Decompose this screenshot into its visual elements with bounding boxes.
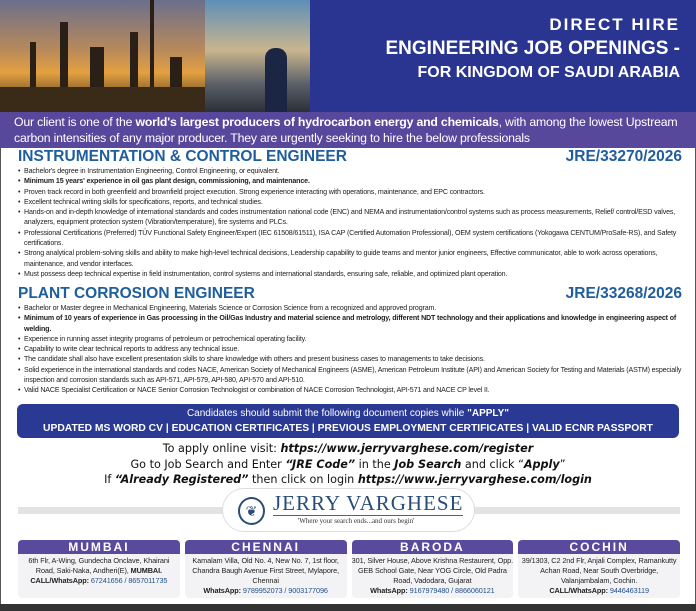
office-address: 301, Silver House, Above Krishna Restaurent, Opp. GEB School Gate, Near YOG Circle, Old Padra Road, Vadodara, Gujarat	[351, 556, 514, 585]
apply-text: To apply online visit:	[162, 442, 281, 455]
office-city: BARODA	[352, 540, 514, 554]
office-contact-label: CALL/WhatsApp:	[549, 586, 608, 595]
apply-text: ”	[559, 457, 566, 471]
job-instrumentation	[18, 148, 682, 279]
requirement-item: • Minimum 15 years' experience in oil gas plant design, commissioning, and maintenance.	[18, 176, 682, 186]
job-code: JRE/33270/2026	[565, 148, 682, 165]
apply-text: If	[104, 473, 115, 486]
logo-tagline: 'Where your search ends...and ours begin'	[298, 517, 415, 525]
header-direct-hire: DIRECT HIRE	[549, 15, 680, 34]
office-city: MUMBAI	[18, 540, 180, 554]
apply-em: Apply	[523, 457, 560, 471]
intro-paragraph	[0, 112, 696, 148]
refinery-image	[0, 0, 205, 112]
requirement-item: • Professional Certifications (Preferred) TÜV Functional Safety Engineer/Expert (IEC 61508/61511), ISA CAP (Certified Automation Professional), OEM system certifications (Yokogawa CENTUM/ProSafe-RS), and Safety certifications.	[18, 228, 682, 249]
office-city: COCHIN	[518, 540, 680, 554]
logo-name: JERRY VARGHESE	[273, 491, 464, 515]
office-address: 6th Flr, A-Wing, Gundecha Onclave, Khairani Road, Saki-Naka, Andheri(E),	[28, 556, 170, 575]
requirement-item: • Bachelor's degree in Instrumentation Engineering, Control Engineering, or equivalent.	[18, 166, 682, 176]
office-contact-label: CALL/WhatsApp:	[30, 576, 89, 585]
register-link[interactable]: https://www.jerryvarghese.com/register	[280, 442, 534, 455]
job-title: PLANT CORROSION ENGINEER	[18, 285, 255, 302]
requirement-item: • Hands-on and in-depth knowledge of international standards and codes instrumentation national code (ENC) and NEMA and instrumentation/control systems such as process measurements, Relief/ control/ESD valves, analyzers, equipment protection system (Vibration/temperature), fire systems and PLCs.	[18, 207, 682, 228]
office-address: Kamalam Villa, Old No. 4, New No. 7, 1st floor, Chandra Baugh Avenue First Street, Mylapore, Chennai	[192, 556, 339, 585]
apply-instructions	[0, 441, 696, 488]
requirement-item: • Must possess deep technical expertise in field instrumentation, control systems and international standards, ensuring safe, reliable, and optimized plant operation.	[18, 269, 682, 279]
intro-bold: world's largest producers of hydrocarbon energy and chemicals	[135, 115, 499, 129]
docs-apply: "APPLY"	[467, 408, 510, 419]
requirement-item: • Minimum of 10 years of experience in Gas processing in the Oil/Gas Industry and material science and metrology, different NDT technology and their applications and knowledge in engineering aspect of welding.	[18, 313, 682, 334]
office-baroda	[352, 540, 514, 598]
documents-box	[17, 404, 679, 438]
requirement-item: • Valid NACE Specialist Certification or NACE Senior Corrosion Technologist or combination of NACE Corrosion Technologist, API-571 and NACE CP level II.	[18, 385, 682, 395]
requirement-item: • Proven track record in both greenfield and brownfield project execution. Strong experience interacting with operations, maintenance, and EPC contractors.	[18, 187, 682, 197]
worker-image	[205, 0, 310, 112]
requirement-item: • Excellent technical writing skills for specifications, reports, and technical studies.	[18, 197, 682, 207]
bottom-border	[0, 604, 696, 611]
requirement-item: • Strong analytical problem-solving skills and ability to make high-level technical decisions, Leadership capability to guide teams and mentor junior engineers, Effective communicator, able to work across operations, maintenance, and vendor interfaces.	[18, 248, 682, 269]
apply-text: then click on login	[248, 473, 358, 486]
office-contact-label: WhatsApp:	[370, 586, 408, 595]
logo-emblem-icon: ❦	[238, 497, 265, 525]
office-address-bold: MUMBAI.	[130, 566, 162, 575]
job-corrosion	[18, 285, 682, 396]
apply-text: and click “	[461, 457, 524, 471]
apply-em: “Already Registered”	[114, 473, 249, 486]
office-city: CHENNAI	[185, 540, 347, 554]
office-phones[interactable]: 9167979480 / 8866060121	[409, 586, 495, 595]
login-link[interactable]: https://www.jerryvarghese.com/login	[357, 473, 592, 486]
apply-text: Go to Job Search and Enter	[130, 457, 286, 471]
intro-pre: Our client is one of the	[14, 115, 136, 129]
apply-em: “JRE Code”	[285, 457, 356, 471]
requirement-item: • The candidate shall also have excellent presentation skills to share knowledge with others and present business cases to managements to take decisions.	[18, 354, 682, 364]
apply-text: in the	[355, 457, 395, 471]
header-title: ENGINEERING JOB OPENINGS -	[385, 38, 680, 59]
office-contact-label: WhatsApp:	[203, 586, 241, 595]
requirement-item: • Experience in running asset integrity programs of petroleum or petrochemical operating facility.	[18, 334, 682, 344]
header-banner	[0, 0, 696, 112]
requirement-item: • Capability to write clear technical reports to address any technical issue.	[18, 344, 682, 354]
worker-figure	[265, 48, 287, 112]
company-logo	[222, 488, 475, 532]
requirement-item: • Solid experience in the international standards and codes NACE, American Society of Mechanical Engineers (ASME), American Petroleum Institute (API) and American Society for Testing and Materials (ASTM) especially inspection and corrosion standards such as API-571, API-579, API-580, API-570 and API-510.	[18, 365, 682, 386]
office-mumbai	[18, 540, 180, 598]
office-phones[interactable]: 9789952073 / 9003177096	[242, 586, 328, 595]
job-title: INSTRUMENTATION & CONTROL ENGINEER	[18, 148, 347, 165]
intro-post: , with among the lowest Upstream carbon intensities of any major producer. They are urgently seeking to hire the below professionals	[14, 115, 678, 145]
office-cochin	[518, 540, 680, 598]
office-chennai	[185, 540, 347, 598]
requirements-list	[18, 166, 682, 279]
requirement-item: • Bachelor or Master degree in Mechanical Engineering, Materials Science or Corrosion Science from a recognized and approved program.	[18, 303, 682, 313]
apply-em: Job Search	[394, 457, 462, 471]
offices	[18, 540, 680, 598]
header-subtitle: FOR KINGDOM OF SAUDI ARABIA	[417, 64, 680, 81]
requirements-list	[18, 303, 682, 396]
docs-intro: Candidates should submit the following document copies while	[186, 408, 468, 419]
office-phones[interactable]: 9446463119	[609, 586, 649, 595]
docs-list: UPDATED MS WORD CV | EDUCATION CERTIFICATES | PREVIOUS EMPLOYMENT CERTIFICATES | VALID ECNR PASSPORT	[43, 423, 653, 434]
job-code: JRE/33268/2026	[565, 285, 682, 302]
office-phones[interactable]: 67241656 / 8657011735	[90, 576, 168, 585]
office-address: 39/1303, C2 2nd Flr, Anjali Complex, Ramankutty Achan Road, Near South Overbridge, Valanjambalam, Cochin.	[521, 556, 677, 585]
